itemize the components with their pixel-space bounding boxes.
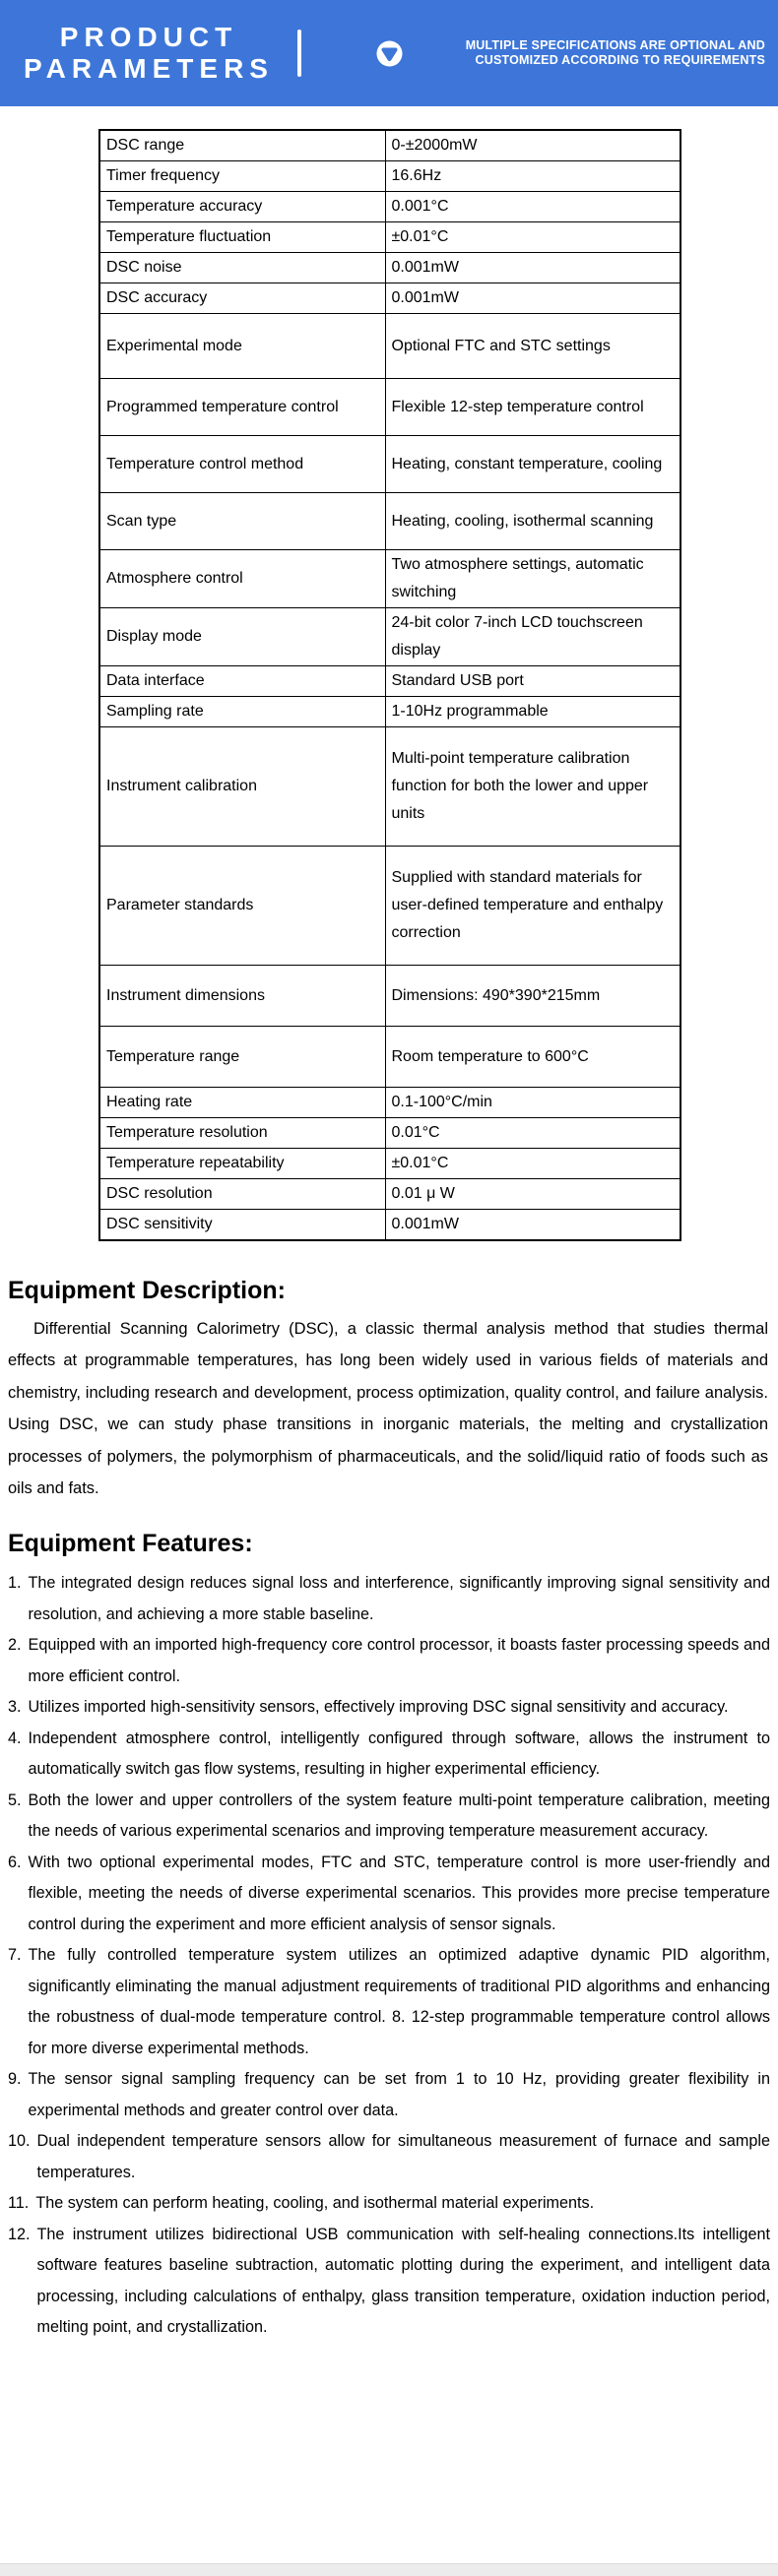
- feature-item: [8, 1724, 770, 1786]
- spec-value: Supplied with standard materials for user-defined temperature and enthalpy correction: [385, 847, 681, 966]
- spec-value: Heating, constant temperature, cooling: [385, 436, 681, 493]
- page-title-line2: PARAMETERS: [24, 53, 274, 84]
- spec-label: Programmed temperature control: [99, 379, 385, 436]
- page-footer-strip: [0, 2563, 778, 2576]
- feature-number: 5.: [8, 1791, 22, 1809]
- feature-text: The integrated design reduces signal loss and interference, significantly improving signal sensitivity and resolution, and achieving a more stable baseline.: [28, 1574, 770, 1623]
- equipment-description-section: [0, 1277, 778, 1504]
- customization-badge: [376, 38, 778, 68]
- spec-row: [99, 1149, 681, 1179]
- spec-row: [99, 1088, 681, 1118]
- equipment-features-section: [0, 1530, 778, 2344]
- spec-row: [99, 379, 681, 436]
- spec-label: Sampling rate: [99, 697, 385, 727]
- spec-label: DSC resolution: [99, 1179, 385, 1210]
- spec-row: [99, 222, 681, 253]
- page-title: [0, 22, 297, 85]
- spec-row: [99, 253, 681, 283]
- features-heading: Equipment Features:: [8, 1530, 253, 1558]
- spec-value: Dimensions: 490*390*215mm: [385, 966, 681, 1027]
- feature-number: 1.: [8, 1574, 22, 1593]
- feature-text: Independent atmosphere control, intelligently configured through software, allows the instrument to automatically switch gas flow systems, resulting in higher experimental efficiency.: [28, 1728, 770, 1779]
- spec-label: Display mode: [99, 608, 385, 666]
- spec-value: 0.001mW: [385, 1210, 681, 1241]
- spec-value: Two atmosphere settings, automatic switching: [385, 550, 681, 608]
- badge-text-line2: CUSTOMIZED ACCORDING TO REQUIREMENTS: [475, 53, 765, 67]
- feature-text: The fully controlled temperature system utilizes an optimized adaptive dynamic PID algorithm, significantly eliminating the manual adjustment requirements of traditional PID algorithms and enhancing the robustness of dual-mode temperature control. 8. 12-step programmable temperature control allows for more diverse experimental methods.: [28, 1946, 770, 2057]
- spec-value: 0.001mW: [385, 283, 681, 314]
- spec-label: Timer frequency: [99, 161, 385, 192]
- feature-text: With two optional experimental modes, FTC and STC, temperature control is more user-friendly and flexible, meeting the needs of diverse experimental scenarios. This provides more precise temperature control during the experiment and more efficient analysis of sensor signals.: [28, 1853, 770, 1933]
- spec-row: [99, 130, 681, 161]
- feature-text: Utilizes imported high-sensitivity sensors, effectively improving DSC signal sensitivity and accuracy.: [28, 1698, 729, 1717]
- spec-row: [99, 847, 681, 966]
- spec-label: DSC sensitivity: [99, 1210, 385, 1241]
- spec-value: Heating, cooling, isothermal scanning: [385, 493, 681, 550]
- spec-value: 0.1-100°C/min: [385, 1088, 681, 1118]
- spec-value: 0-±2000mW: [385, 130, 681, 161]
- feature-number: 3.: [8, 1698, 22, 1717]
- spec-value: Flexible 12-step temperature control: [385, 379, 681, 436]
- spec-row: [99, 283, 681, 314]
- feature-number: 9.: [8, 2070, 22, 2089]
- spec-label: Temperature resolution: [99, 1118, 385, 1149]
- spec-value: Optional FTC and STC settings: [385, 314, 681, 379]
- spec-label: DSC noise: [99, 253, 385, 283]
- spec-value: 1-10Hz programmable: [385, 697, 681, 727]
- spec-value: 0.001mW: [385, 253, 681, 283]
- badge-text-line1: MULTIPLE SPECIFICATIONS ARE OPTIONAL AND: [465, 38, 765, 52]
- spec-value: 0.01°C: [385, 1118, 681, 1149]
- page-header: [0, 0, 778, 106]
- spec-row: [99, 666, 681, 697]
- spec-row: [99, 436, 681, 493]
- spec-row: [99, 314, 681, 379]
- spec-row: [99, 697, 681, 727]
- feature-item: [8, 2126, 770, 2188]
- feature-text: Both the lower and upper controllers of the system feature multi-point temperature calibration, meeting the needs of various experimental scenarios and improving temperature measurement accuracy.: [28, 1791, 770, 1841]
- feature-number: 2.: [8, 1636, 22, 1655]
- feature-item: [8, 1786, 770, 1848]
- features-list: [8, 1568, 770, 2344]
- spec-row: [99, 608, 681, 666]
- spec-row: [99, 161, 681, 192]
- spec-row: [99, 1179, 681, 1210]
- feature-number: 4.: [8, 1728, 22, 1747]
- spec-row: [99, 1027, 681, 1088]
- spec-value: ±0.01°C: [385, 222, 681, 253]
- spec-row: [99, 727, 681, 847]
- spec-label: DSC accuracy: [99, 283, 385, 314]
- spec-label: Atmosphere control: [99, 550, 385, 608]
- spec-label: DSC range: [99, 130, 385, 161]
- feature-text: Equipped with an imported high-frequency core control processor, it boasts faster processing speeds and more efficient control.: [28, 1636, 770, 1685]
- spec-row: [99, 966, 681, 1027]
- spec-label: Temperature range: [99, 1027, 385, 1088]
- feature-text: Dual independent temperature sensors allow for simultaneous measurement of furnace and sample temperatures.: [36, 2132, 770, 2181]
- feature-item: [8, 1568, 770, 1630]
- spec-value: Room temperature to 600°C: [385, 1027, 681, 1088]
- spec-label: Temperature fluctuation: [99, 222, 385, 253]
- spec-label: Scan type: [99, 493, 385, 550]
- feature-text: The system can perform heating, cooling, and isothermal material experiments.: [35, 2194, 595, 2213]
- feature-text: The sensor signal sampling frequency can be set from 1 to 10 Hz, providing greater flexibility in experimental methods and greater control over data.: [28, 2070, 770, 2119]
- feature-text: The instrument utilizes bidirectional USB communication with self-healing connections.Its intelligent software features baseline subtraction, automatic plotting during the experiment, and intelligent data processing, including calculations of enthalpy, glass transition temperature, oxidation induction period, melting point, and crystallization.: [36, 2225, 770, 2337]
- spec-value: 16.6Hz: [385, 161, 681, 192]
- feature-item: [8, 1630, 770, 1692]
- spec-value: ±0.01°C: [385, 1149, 681, 1179]
- title-divider: [297, 30, 301, 77]
- feature-item: [8, 1940, 770, 2064]
- spec-value: Multi-point temperature calibration function for both the lower and upper units: [385, 727, 681, 847]
- spec-table: [98, 129, 681, 1241]
- spec-value: 0.01 μ W: [385, 1179, 681, 1210]
- spec-label: Temperature control method: [99, 436, 385, 493]
- spec-label: Instrument dimensions: [99, 966, 385, 1027]
- spec-label: Parameter standards: [99, 847, 385, 966]
- feature-item: [8, 1848, 770, 1941]
- page-title-line1: PRODUCT: [59, 22, 238, 52]
- spec-label: Temperature repeatability: [99, 1149, 385, 1179]
- spec-row: [99, 550, 681, 608]
- feature-item: [8, 2064, 770, 2126]
- spec-value: 24-bit color 7-inch LCD touchscreen display: [385, 608, 681, 666]
- description-heading: Equipment Description:: [8, 1277, 286, 1304]
- feature-number: 6.: [8, 1853, 22, 1871]
- spec-value: 0.001°C: [385, 192, 681, 222]
- spec-label: Data interface: [99, 666, 385, 697]
- spec-value: Standard USB port: [385, 666, 681, 697]
- spec-row: [99, 1118, 681, 1149]
- spec-row: [99, 192, 681, 222]
- feature-number: 10.: [8, 2132, 31, 2151]
- spec-row: [99, 1210, 681, 1241]
- feature-number: 7.: [8, 1946, 22, 1965]
- spec-row: [99, 493, 681, 550]
- check-shield-circle-icon: [376, 40, 403, 67]
- spec-label: Heating rate: [99, 1088, 385, 1118]
- spec-label: Instrument calibration: [99, 727, 385, 847]
- spec-label: Experimental mode: [99, 314, 385, 379]
- feature-item: [8, 1692, 770, 1724]
- feature-item: [8, 2220, 770, 2344]
- feature-number: 11.: [8, 2194, 30, 2213]
- feature-number: 12.: [8, 2225, 31, 2243]
- description-paragraph: Differential Scanning Calorimetry (DSC), a classic thermal analysis method that studies thermal effects at programmable temperatures, has long been widely used in various fields of materials and chemistry, including research and development, process optimization, quality control, and failure analysis. Using DSC, we can study phase transitions in inorganic materials, the melting and crystallization processes of polymers, the polymorphism of pharmaceuticals, and the solid/liquid ratio of foods such as oils and fats.: [8, 1320, 768, 1498]
- badge-text: [416, 38, 765, 68]
- feature-item: [8, 2188, 770, 2220]
- spec-label: Temperature accuracy: [99, 192, 385, 222]
